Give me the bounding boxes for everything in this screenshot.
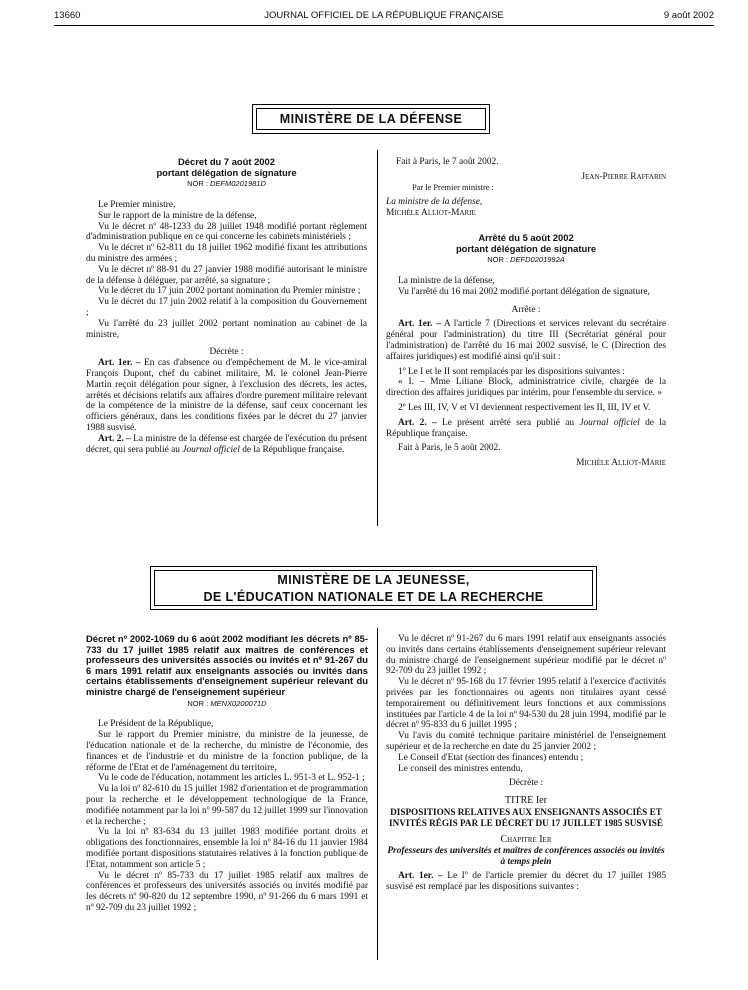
visa-paragraph: Le conseil des ministres entendu, xyxy=(398,763,523,774)
visa-paragraph: Vu le décret du 17 juin 2002 relatif à la composition du Gouvernement ; xyxy=(86,297,367,318)
article-1: Art. 1er. – En cas d'absence ou d'empêchement de M. le vice-amiral François Dupont, chef du cabinet militaire, M. le colonel Jean-Pierre Martin reçoit délégation pour signer, à l'exclusion des décrets, les actes, arrêtés et décisions relatifs aux affaires d'ordre purement militaire relevant de la compétence de la ministre de la défense, sauf ceux concernant les officiers généraux, dans les conditions fixées par le décret du 27 janvier 1988 susvisé. xyxy=(86,358,368,433)
visa-paragraph: Vu le décret nº 91-267 du 6 mars 1991 relatif aux enseignants associés ou invités dans certains établissements d'enseignement supérieur relevant du ministre chargé de l'enseignement supérieur modifié par le décret nº 92-709 du 23 juillet 1992 ; xyxy=(386,634,666,677)
arrete-title: Arrêté du 5 août 2002 xyxy=(478,231,574,243)
ministry-box-education xyxy=(150,566,597,610)
visa-paragraph: Vu l'arrêté du 16 mai 2002 modifié portant délégation de signature, xyxy=(398,286,650,297)
issue-date: 9 août 2002 xyxy=(663,10,714,21)
arrete-item-1-quote: « I. – Mme Liliane Block, administratrice civile, chargée de la direction des affaires juridiques par intérim, pour l'ensemble du service. » xyxy=(386,377,666,399)
visa-paragraph: La ministre de la défense, xyxy=(398,275,495,286)
ministry-heading-education xyxy=(154,570,593,606)
ministre-title: La ministre de la défense, xyxy=(386,197,483,208)
header-rule xyxy=(54,25,714,26)
page-header xyxy=(54,8,714,26)
arrete-item-2: 2º Les III, IV, V et VI deviennent respectivement les II, III, IV et V. xyxy=(398,402,651,413)
visa-paragraph: Sur le rapport du Premier ministre, du ministre de la jeunesse, de l'éducation nationale et de la recherche, du ministre de l'économie, des finances et de l'industrie et du ministre de la fonction publique, de la réforme de l'Etat et de l'aménagement du territoire, xyxy=(86,730,368,773)
decree-education-right-column xyxy=(386,634,666,893)
arrete-nor-reference: NOR : DEFD0201992A xyxy=(487,255,565,265)
nor-reference: NOR : DEFM0201981D xyxy=(187,179,266,189)
visa-paragraph: Vu l'arrêté du 23 juillet 2002 portant nomination au cabinet de la ministre, xyxy=(86,318,367,340)
arrete-article-2: Art. 2. – Le présent arrêté sera publié au Journal officiel de la République française. xyxy=(386,417,666,439)
arrete-signature: Michèle Alliot-Marie xyxy=(576,458,666,469)
decree-defense-column xyxy=(86,157,367,455)
decree-subtitle: portant délégation de signature xyxy=(156,166,297,178)
page-number: 13660 xyxy=(54,10,81,21)
visa-paragraph: Vu le décret nº 48-1233 du 28 juillet 1948 modifié portant règlement d'administration publique en ce qui concerne les cabinets ministériels ; xyxy=(86,221,367,243)
ministry-box-defense xyxy=(252,104,490,134)
visa-paragraph: Le Premier ministre, xyxy=(98,199,176,210)
ministry-heading: MINISTÈRE DE LA DÉFENSE xyxy=(256,108,486,130)
decree-education-title: Décret nº 2002-1069 du 6 août 2002 modifiant les décrets nº 85-733 du 17 juillet 1985 relatif aux maîtres de conférences et professeurs des universités associés ou invités et nº 91-267 du 6 mars 1991 relatif aux enseignants associés ou invités dans certains établissements d'enseignement supérieur relevant du ministre chargé de l'enseignement supérieur xyxy=(86,633,368,697)
visa-paragraph: Vu le décret du 17 juin 2002 portant nomination du Premier ministre ; xyxy=(98,286,361,297)
visa-paragraph: Vu le décret nº 95-168 du 17 février 1995 relatif à l'exercice d'activités privées par les fonctionnaires ou agents non titulaires ayant cessé temporairement ou définitivement leurs fonctions et aux commissions instituées par l'article 4 de la loi nº 94-530 du 28 juin 1994, modifié par le décret nº 95-833 du 6 juillet 1995 ; xyxy=(386,677,666,731)
visa-paragraph: Vu l'avis du comité technique paritaire ministériel de l'enseignement supérieur et de la recherche en date du 25 janvier 2002 ; xyxy=(386,731,666,752)
ministry-line-1: MINISTÈRE DE LA JEUNESSE, xyxy=(277,573,470,587)
decree-signed-place: Fait à Paris, le 7 août 2002. xyxy=(396,157,499,167)
column-divider xyxy=(377,150,378,526)
decree-education-nor: NOR : MENX0200071D xyxy=(187,698,267,708)
arrete-item-1: 1º Le I et le II sont remplacés par les dispositions suivantes : xyxy=(398,366,625,377)
visa-paragraph: Vu le décret nº 85-733 du 17 juillet 1985 relatif aux maîtres de conférences et professeurs des universités associés ou invités modifié par les décrets nº 90-820 du 12 septembre 1990, nº 91-266 du 6 mars 1991 et nº 92-709 du 23 juillet 1992 ; xyxy=(86,870,368,913)
column-divider-2 xyxy=(377,628,378,960)
signature-premier: Jean-Pierre Raffarin xyxy=(581,171,666,182)
titre-label: TITRE Ier xyxy=(505,795,547,807)
visa-paragraph: Vu le décret nº 62-811 du 18 juillet 1962 modifié fixant les attributions du ministre des armées ; xyxy=(86,243,367,264)
visa-paragraph: Vu le décret nº 88-91 du 27 janvier 1988 modifié autorisant le ministre de la défense à déléguer, par arrêté, sa signature ; xyxy=(86,264,367,286)
ministre-signature: Michèle Alliot-Marie xyxy=(386,208,476,219)
arrete-signed-place: Fait à Paris, le 5 août 2002. xyxy=(398,443,501,454)
arrete-visas xyxy=(386,276,666,298)
visa-paragraph: Vu la loi nº 83-634 du 13 juillet 1983 modifiée portant droits et obligations des fonctionnaires, ensemble la loi nº 84-16 du 11 janvier 1984 modifiée portant dispositions statutaires relatives à la fonction publique de l'Etat, notamment son article 5 ; xyxy=(86,827,368,870)
decree-visas xyxy=(86,200,367,340)
decree-title: Décret du 7 août 2002 xyxy=(178,156,275,167)
titre-heading: DISPOSITIONS RELATIVES AUX ENSEIGNANTS ASSOCIÉS ET INVITÉS RÉGIS PAR LE DÉCRET DU 17 JUILLET 1985 SUSVISÉ xyxy=(389,806,663,828)
visa-paragraph: Sur le rapport de la ministre de la défense, xyxy=(98,210,257,221)
decrete-word-2: Décrète : xyxy=(508,778,544,789)
arrete-subtitle: portant délégation de signature xyxy=(455,242,597,254)
decree-education-article-1: Art. 1er. – Le Iº de l'article premier du décret du 17 juillet 1985 susvisé est remplacé par les dispositions suivantes : xyxy=(386,871,667,892)
ministry-line-2: DE L'ÉDUCATION NATIONALE ET DE LA RECHERCHE xyxy=(203,590,544,604)
arrete-word: Arrête : xyxy=(511,304,541,315)
arrete-article-1: Art. 1er. – A l'article 7 (Directions et services relevant du secrétaire général pour l'administration) du titre III (Secrétariat général pour l'administration) de l'arrêté du 16 mai 2002 susvisé, le C (Direction des affaires juridiques) est modifié ainsi qu'il suit : xyxy=(386,319,666,362)
arrete-defense-column xyxy=(386,157,666,469)
article-2: Art. 2. – La ministre de la défense est chargée de l'exécution du présent décret, qui sera publié au Journal officiel de la République française. xyxy=(86,433,367,455)
visa-paragraph: Vu la loi nº 82-610 du 15 juillet 1982 d'orientation et de programmation pour la recherche et le développement technologique de la France, modifiée notamment par la loi nº 99-587 du 12 juillet 1999 sur l'innovation et la recherche ; xyxy=(86,784,368,827)
chapitre-heading: Professeurs des universités et maîtres de conférences associés ou invités à temps plein xyxy=(387,845,665,867)
decree-education-visas-right xyxy=(386,634,666,774)
chapitre-label: Chapitre Ier xyxy=(500,834,552,846)
decree-education-visas-left xyxy=(86,719,368,913)
decree-education-left-column xyxy=(86,634,368,914)
par-premier-ministre: Par le Premier ministre : xyxy=(412,182,494,192)
visa-paragraph: Le Conseil d'Etat (section des finances) entendu ; xyxy=(398,752,584,763)
visa-paragraph: Vu le code de l'éducation, notamment les articles L. 951-3 et L. 952-1 ; xyxy=(98,773,365,784)
visa-paragraph: Le Président de la République, xyxy=(98,719,214,730)
journal-title: JOURNAL OFFICIEL DE LA RÉPUBLIQUE FRANÇAISE xyxy=(264,10,504,21)
decrete-word: Décrète : xyxy=(209,347,244,358)
